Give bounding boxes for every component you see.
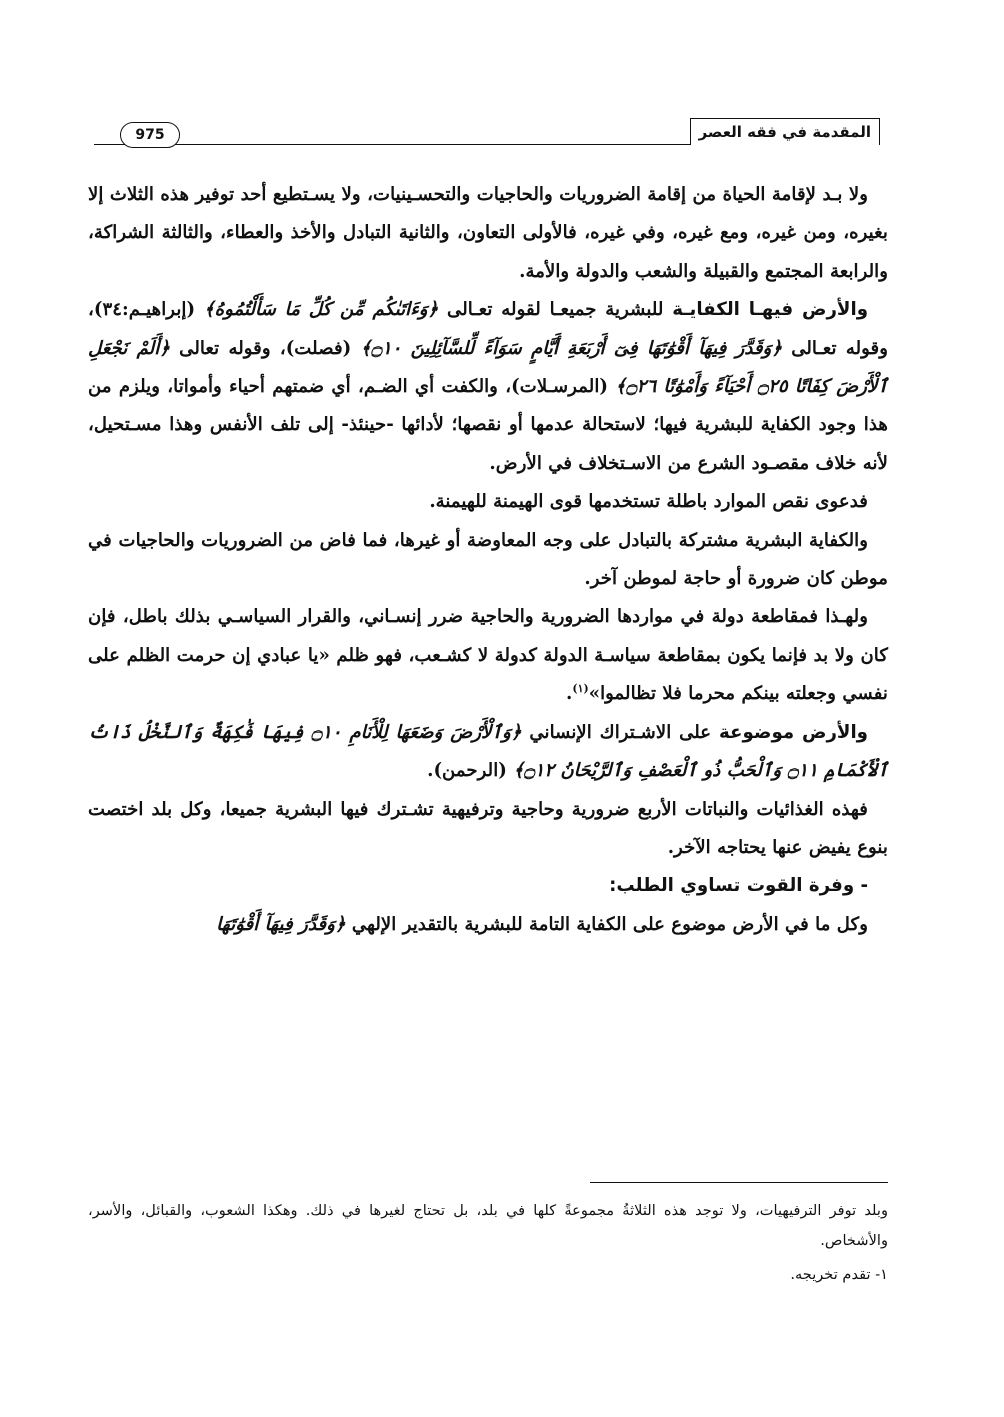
footnote-separator	[590, 1182, 888, 1183]
page-number: 975	[120, 122, 180, 148]
paragraph-8	[88, 906, 888, 944]
book-title: المقدمة في فقه العصر	[690, 118, 880, 145]
paragraph-6	[88, 714, 888, 791]
paragraph-3: فدعوى نقص الموارد باطلة تستخدمها قوى الهيمنة للهيمنة.	[429, 491, 868, 513]
verse-ref-3: (المرسـلات)،	[497, 376, 616, 398]
paragraph-2-heading: والأرض فيهـا الكفايـة	[672, 299, 868, 321]
quran-verse-1: ﴿وَءَاتَىٰكُم مِّن كُلِّ مَا سَأَلْتُمُوهُ﴾	[203, 299, 439, 321]
paragraph-2	[88, 291, 888, 483]
quran-verse-2: ﴿وَقَدَّرَ فِيهَآ أَقْوَٰتَهَا فِىٓ أَرْبَعَةِ أَيَّامٍ سَوَآءً لِّلسَّآئِلِينَ ۝١٠﴾	[360, 337, 782, 359]
footnotes	[88, 1196, 888, 1290]
verse-ref-1: (إبراهيـم:٣٤)، وقوله تعـالى	[88, 299, 888, 359]
section-heading: - وفرة القوت تساوي الطلب:	[609, 875, 868, 897]
paragraph-5-end: .	[566, 683, 573, 705]
running-header	[94, 118, 880, 148]
footnote-continued: وبلد توفر الترفيهيات، ولا توجد هذه الثلاثةُ مجموعةً كلها في بلد، بل تحتاج لغيرها في ذلك. وهكذا الشعوب، والقبائل، والأسر، والأشخاص.	[88, 1202, 888, 1249]
paragraph-5	[88, 598, 888, 713]
quran-verse-4: ﴿وَٱلْأَرْضَ وَضَعَهَا لِلْأَنَامِ ۝١٠ فِيهَا فَٰكِهَةٌ وَٱلنَّخْلُ ذَاتُ ٱلْأَكْمَامِ ۝١١ وَٱلْحَبُّ ذُو ٱلْعَصْفِ وَٱلرَّيْحَانُ ۝١٢﴾	[88, 721, 888, 782]
paragraph-1: ولا بـد لإقامة الحياة من إقامة الضروريات والحاجيات والتحسـينيات، ولا يسـتطيع أحد توفير هذه الثلاث إلا بغيره، ومن غيره، ومع غيره، وفي غيره، فالأولى التعاون، والثانية التبادل والأخذ والعطاء، والثالثة الشراكة، والرابعة المجتمع والقبيلة والشعب والدولة والأمة.	[88, 184, 888, 282]
paragraph-8-text: وكل ما في الأرض موضوع على الكفاية التامة للبشرية بالتقدير الإلهي	[345, 913, 868, 935]
paragraph-2-text-2: والكفت أي الضـم، أي ضمتهم أحياء وأمواتا، ويلزم من هذا وجود الكفاية للبشرية فيها؛ لاستحالة عدمها أو نقصها؛ لأدائها -حينئذ- إلى تلف الأنفس وهذا مسـتحيل، لأنه خلاف مقصـود الشرع من الاسـتخلاف في الأرض.	[88, 376, 888, 474]
main-text	[88, 176, 888, 944]
footnote-1: ١- تقدم تخريجه.	[790, 1266, 888, 1283]
paragraph-2-text-1: للبشرية جميعـا لقوله تعـالى	[438, 299, 673, 321]
paragraph-5-text: ولهـذا فمقاطعة دولة في مواردها الضرورية والحاجية ضرر إنسـاني، والقرار السياسـي بذلك باطل، فإن كان ولا بد فإنما يكون بمقاطعة سياسـة الدولة كدولة لا كشـعب، فهو ظلم «يا عبادي إن حرمت الظلم على نفسي وجعلته بينكم محرما فلا تظالموا»	[88, 606, 888, 705]
quran-verse-3: ﴿أَلَمْ نَجْعَلِ ٱلْأَرْضَ كِفَاتًا ۝٢٥ أَحْيَآءً وَأَمْوَٰتًا ۝٢٦﴾	[88, 337, 888, 398]
verse-ref-2: (فصلت)، وقوله تعالى	[169, 337, 361, 359]
paragraph-6-text-1: على الاشـتراك الإنساني	[521, 721, 720, 743]
paragraph-6-heading: والأرض موضوعة	[719, 721, 868, 743]
paragraph-4: والكفاية البشرية مشتركة بالتبادل على وجه المعاوضة أو غيرها، فما فاض من الضروريات والحاجيات في موطن كان ضرورة أو حاجة لموطن آخر.	[88, 529, 888, 590]
footnote-ref-1[interactable]: (١)	[572, 682, 589, 696]
paragraph-7: فهذه الغذائيات والنباتات الأربع ضرورية وحاجية وترفيهية تشـترك فيها البشرية جميعا، وكل بلد اختصت بنوع يفيض عنها يحتاجه الآخر.	[88, 798, 888, 858]
quran-verse-5: ﴿وَقَدَّرَ فِيهَآ أَقْوَٰتَهَا	[216, 913, 346, 935]
verse-ref-4: (الرحمن).	[427, 760, 514, 782]
